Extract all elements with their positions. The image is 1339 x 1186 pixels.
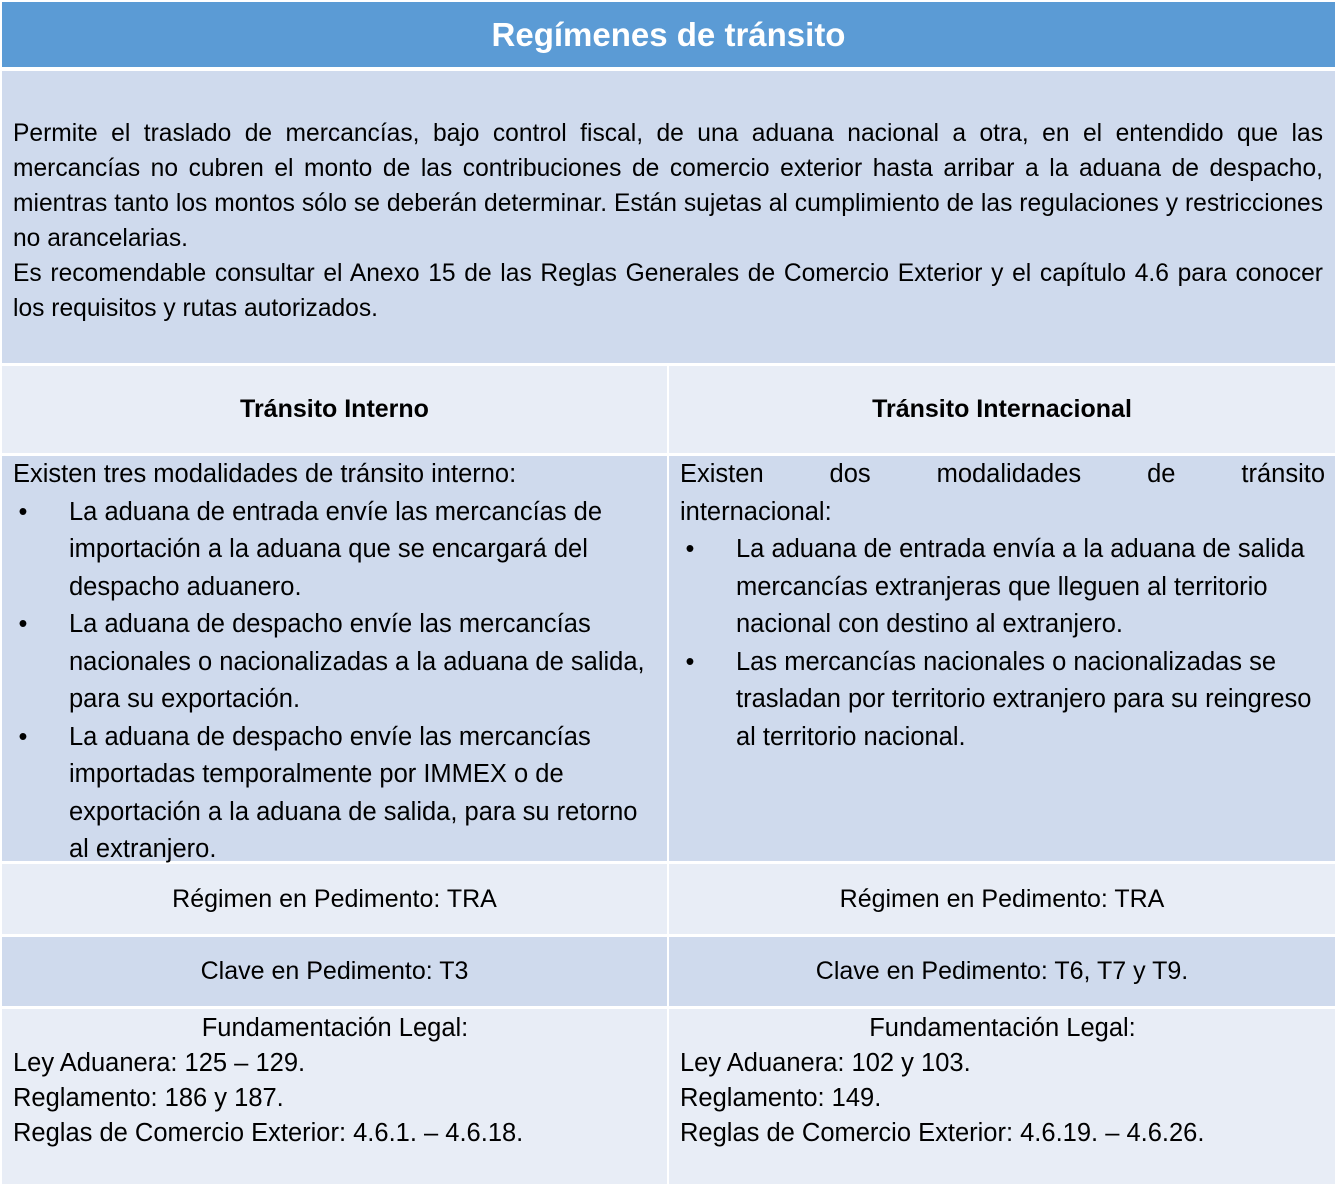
- list-item: [680, 531, 1325, 644]
- interno-clave: Clave en Pedimento: T3: [2, 937, 667, 1006]
- internacional-reglas: Reglas de Comercio Exterior: 4.6.19. – 4.6.26.: [680, 1119, 1205, 1147]
- intro-paragraph-1: Permite el traslado de mercancías, bajo control fiscal, de una aduana nacional a otra, en el entendido que las mercancías no cubren el monto de las contribuciones de comercio exterior hasta arribar a la aduana de despacho, mientras tanto los montos sólo se deberán determinar. Están sujetas al cumplimiento de las regulaciones y restricciones no arancelarias.: [13, 120, 1323, 252]
- interno-lead: Existen tres modalidades de tránsito interno:: [13, 460, 517, 488]
- bullet-icon: •: [18, 610, 28, 638]
- column-header-interno: Tránsito Interno: [2, 366, 667, 453]
- interno-reglas: Reglas de Comercio Exterior: 4.6.1. – 4.6.18.: [13, 1119, 524, 1147]
- list-item: [13, 719, 657, 869]
- internacional-modalidades-cell: [669, 456, 1335, 861]
- list-item: [680, 644, 1325, 757]
- list-item: [13, 606, 657, 719]
- bullet-icon: •: [18, 722, 28, 751]
- intro-paragraph-2: Es recomendable consultar el Anexo 15 de las Reglas Generales de Comercio Exterior y el capítulo 4.6 para conocer los requisitos y rutas autorizados.: [13, 260, 1323, 322]
- column-header-internacional: Tránsito Internacional: [669, 366, 1335, 453]
- internacional-ley-aduanera: Ley Aduanera: 102 y 103.: [680, 1049, 971, 1077]
- internacional-lead-line-1: Existen dos modalidades de tránsito: [680, 460, 1325, 488]
- interno-fundamentacion-cell: [2, 1009, 667, 1184]
- list-item-text: La aduana de despacho envíe las mercancías nacionales o nacionalizadas a la aduana de salida, para su exportación.: [69, 610, 645, 713]
- internacional-list: [680, 531, 1325, 756]
- intro-cell: [2, 71, 1335, 363]
- interno-reglamento: Reglamento: 186 y 187.: [13, 1084, 284, 1112]
- interno-regimen: Régimen en Pedimento: TRA: [2, 864, 667, 934]
- internacional-clave: Clave en Pedimento: T6, T7 y T9.: [669, 937, 1335, 1006]
- interno-fundamentacion-heading: Fundamentación Legal:: [201, 1014, 469, 1042]
- list-item-text: La aduana de entrada envíe las mercancías de importación a la aduana que se encargará del despacho aduanero.: [69, 497, 603, 601]
- internacional-fundamentacion-heading: Fundamentación Legal:: [869, 1014, 1136, 1042]
- list-item-text: Las mercancías nacionales o nacionalizadas se trasladan por territorio extranjero para su reingreso al territorio nacional.: [736, 647, 1312, 751]
- list-item-text: La aduana de entrada envía a la aduana de salida mercancías extranjeras que lleguen al territorio nacional con destino al extranjero.: [736, 535, 1305, 638]
- internacional-regimen: Régimen en Pedimento: TRA: [669, 864, 1335, 934]
- interno-list: [13, 494, 657, 869]
- interno-ley-aduanera: Ley Aduanera: 125 – 129.: [13, 1049, 306, 1077]
- list-item-text: La aduana de despacho envíe las mercancías importadas temporalmente por IMMEX o de exportación a la aduana de salida, para su retorno al extranjero.: [69, 722, 638, 863]
- internacional-reglamento: Reglamento: 149.: [680, 1084, 882, 1112]
- interno-modalidades-cell: [2, 456, 667, 861]
- page-title: Regímenes de tránsito: [2, 2, 1335, 67]
- bullet-icon: •: [685, 647, 695, 676]
- bullet-icon: •: [18, 497, 28, 526]
- internacional-lead-line-2: internacional:: [680, 497, 832, 526]
- internacional-fundamentacion-cell: [669, 1009, 1335, 1184]
- bullet-icon: •: [685, 535, 695, 563]
- list-item: [13, 494, 657, 607]
